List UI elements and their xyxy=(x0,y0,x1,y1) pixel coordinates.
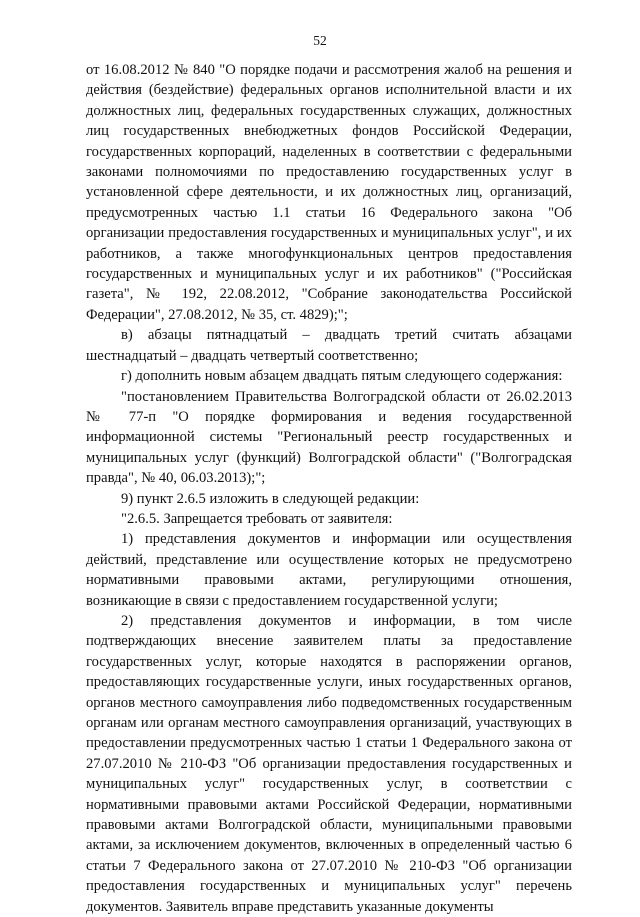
paragraph-item-9: 9) пункт 2.6.5 изложить в следующей редакции: xyxy=(121,490,420,507)
paragraph-subitem-1: 1) представления документов и информации или осуществления действий, представление или осуществление которых не предусмотрено нормативными правовыми актами, регулирующими отношения, возникающие в связи с предоставлением государственной услуги; xyxy=(86,531,572,609)
paragraph-subitem-2: 2) представления документов и информации, в том числе подтверждающих внесение заявителем платы за предоставление государственных услуг, которые находятся в распоряжении органов, предоставляющих государственные услуги, иных государственных органов, органов местного самоуправления либо подведомственных государственным органам или органам местного самоуправления организаций, участвующих в предоставлении предусмотренных частью 1 статьи 1 Федерального закона от 27.07.2010 № 210-ФЗ "Об организации предоставления государственных и муниципальных услуг" государственных услуг, в соответствии с нормативными правовыми актами Российской Федерации, нормативными правовыми актами Волгоградской области, муниципальными правовыми актами, за исключением документов, включенных в определенный частью 6 статьи 7 Федерального закона от 27.07.2010 № 210-ФЗ "Об организации предоставления государственных и муниципальных услуг" перечень документов. Заявитель вправе представить указанные документы xyxy=(86,612,572,915)
document-body xyxy=(86,60,572,917)
paragraph-quoted-resolution: "постановлением Правительства Волгоградской области от 26.02.2013 № 77-п "О порядке формирования и ведения государственной информационной системы "Региональный реестр государственных и муниципальных услуг (функций) Волгоградской области" ("Волгоградская правда", № 40, 06.03.2013);"; xyxy=(86,388,572,487)
paragraph-item-g: г) дополнить новым абзацем двадцать пятым следующего содержания: xyxy=(121,368,563,385)
paragraph-continuation: от 16.08.2012 № 840 "О порядке подачи и рассмотрения жалоб на решения и действия (бездействие) федеральных органов исполнительной власти и их должностных лиц, федеральных государственных служащих, должностных лиц государственных внебюджетных фондов Российской Федерации, государственных корпораций, наделенных в соответствии с федеральными законами полномочиями по предоставлению государственных услуг в установленной сфере деятельности, и их должностных лиц, организаций, предусмотренных частью 1.1 статьи 16 Федерального закона "Об организации предоставления государственных и муниципальных услуг", и их работников, а также многофункциональных центров предоставления государственных и муниципальных услуг и их работников" ("Российская газета", № 192, 22.08.2012, "Собрание законодательства Российской Федерации", 27.08.2012, № 35, ст. 4829);"; xyxy=(86,62,572,323)
page-number: 52 xyxy=(313,33,327,48)
paragraph-clause-2-6-5: "2.6.5. Запрещается требовать от заявителя: xyxy=(121,510,393,527)
paragraph-item-v: в) абзацы пятнадцатый – двадцать третий считать абзацами шестнадцатый – двадцать четвертый соответственно; xyxy=(86,327,572,364)
